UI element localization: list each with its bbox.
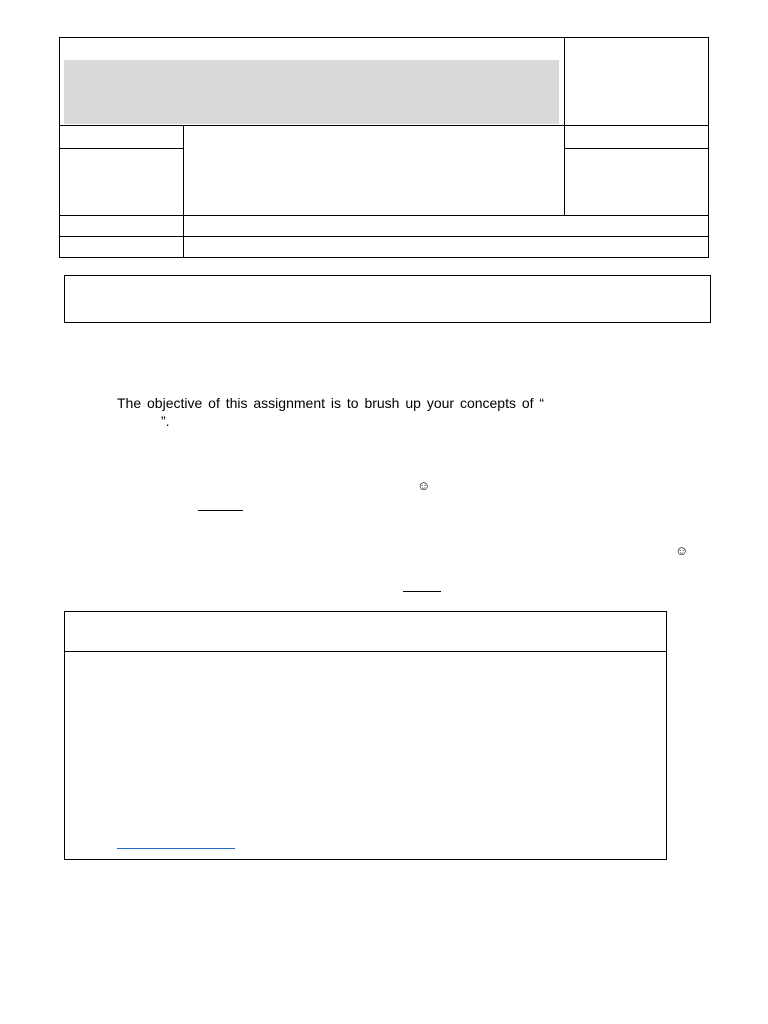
instruction-box: [64, 275, 711, 323]
objective-text: The objective of this assignment is to brush up your concepts of “: [117, 395, 545, 411]
document-header-table: [59, 37, 709, 258]
table-divider: [60, 215, 708, 216]
box-divider: [65, 651, 666, 652]
blank-underline: [198, 510, 243, 511]
hyperlink[interactable]: [117, 848, 235, 849]
smiley-icon: ☺: [675, 543, 689, 558]
table-divider: [60, 236, 708, 237]
objective-text-end: ”.: [161, 413, 170, 429]
table-divider: [564, 148, 708, 149]
submission-box: [64, 611, 667, 860]
title-banner: [64, 60, 559, 124]
table-divider: [60, 148, 183, 149]
table-divider: [60, 125, 708, 126]
table-divider: [183, 125, 184, 258]
table-divider: [564, 38, 565, 216]
blank-underline: [403, 591, 441, 592]
smiley-icon: ☺: [417, 478, 431, 493]
